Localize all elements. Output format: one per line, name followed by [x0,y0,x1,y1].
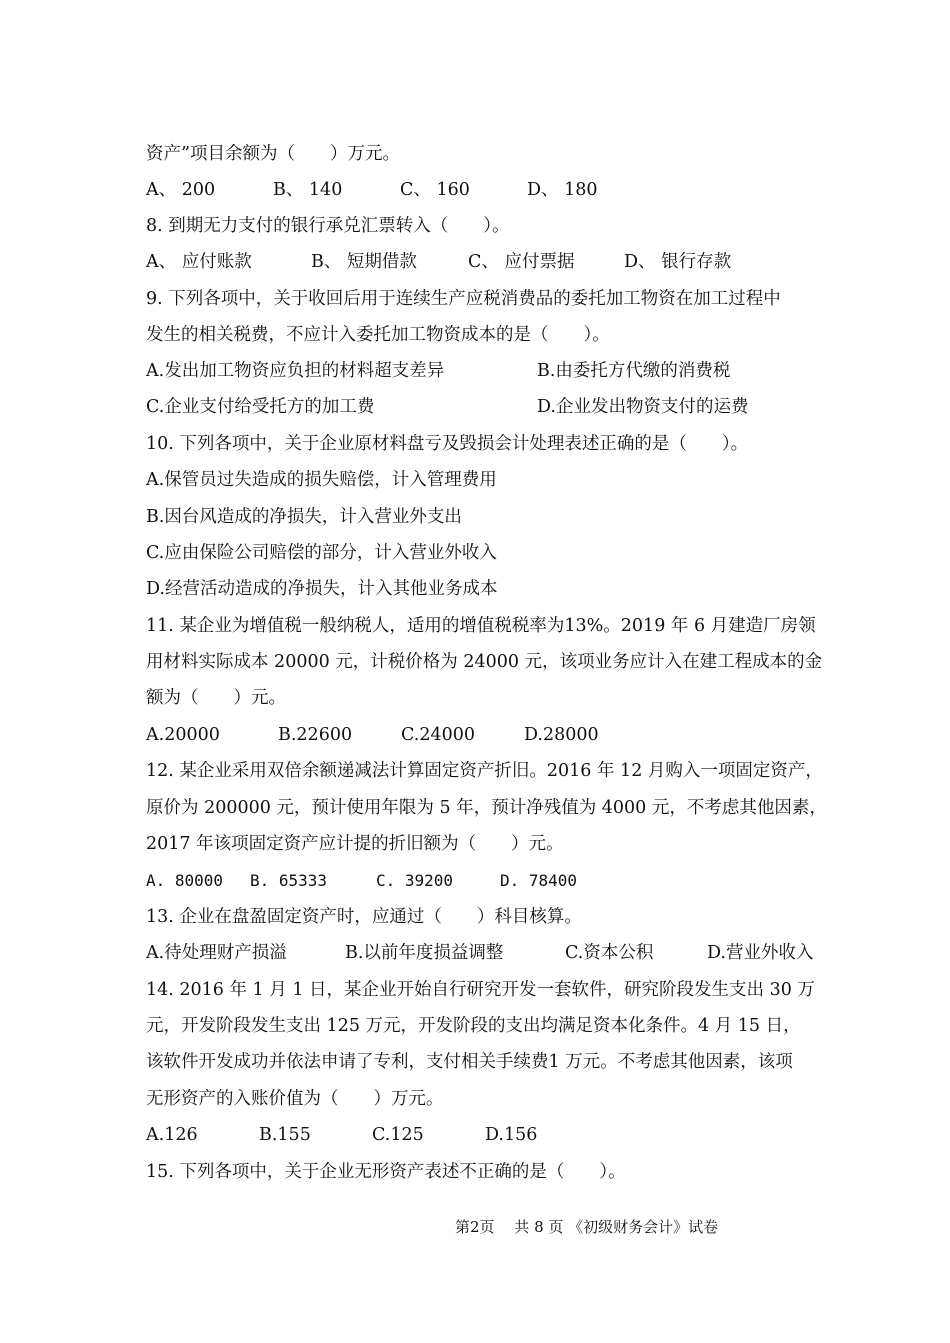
answer-option: C.资本公积 [565,943,654,963]
answer-option: D. 78400 [500,871,578,890]
question-text-line: A.保管员过失造成的损失赔偿，计入管理费用 [146,470,497,490]
answer-option: A. 80000 [146,871,224,890]
page-footer: 第2页 共 8 页 《初级财务会计》试卷 [455,1218,719,1236]
answer-option: B.155 [259,1125,311,1145]
question-text-line: B.因台风造成的净损失，计入营业外支出 [146,507,462,527]
question-text-line: 该软件开发成功并依法申请了专利，支付相关手续费1 万元。不考虑其他因素，该项 [146,1052,793,1072]
question-text-line: 发生的相关税费，不应计入委托加工物资成本的是（ ）。 [146,325,610,345]
answer-option: D、 180 [527,180,598,200]
question-text-line: 无形资产的入账价值为（ ）万元。 [146,1089,444,1109]
question-text-line: 12. 某企业采用双倍余额递减法计算固定资产折旧。2016 年 12 月购入一项固定资产， [146,761,823,781]
answer-option: A、 应付账款 [146,252,252,272]
question-text-line: 资产”项目余额为（ ）万元。 [146,144,400,164]
question-text-line: 用材料实际成本 20000 元，计税价格为 24000 元，该项业务应计入在建工程成本的金 [146,652,823,672]
question-text-line: 15. 下列各项中，关于企业无形资产表述不正确的是（ ）。 [146,1162,626,1182]
question-text-line: 14. 2016 年 1 月 1 日，某企业开始自行研究开发一套软件，研究阶段发生支出 30 万 [146,980,815,1000]
answer-option: C、 160 [400,180,470,200]
question-text-line: C.应由保险公司赔偿的部分，计入营业外收入 [146,543,497,563]
answer-option: D、 银行存款 [624,252,732,272]
answer-option: C.24000 [401,725,475,745]
answer-option: A.发出加工物资应负担的材料超支差异 [146,361,445,381]
answer-option: D.28000 [524,725,599,745]
answer-option: A.126 [146,1125,198,1145]
answer-option: B. 65333 [250,871,328,890]
answer-option: A.20000 [146,725,220,745]
question-text-line: D.经营活动造成的净损失，计入其他业务成本 [146,579,498,599]
answer-option: C、 应付票据 [468,252,575,272]
answer-option: B、 短期借款 [311,252,417,272]
answer-option: A、 200 [146,180,216,200]
answer-option: D.156 [485,1125,538,1145]
answer-option: C.125 [372,1125,424,1145]
answer-option: B.由委托方代缴的消费税 [537,361,731,381]
question-text-line: 额为（ ）元。 [146,688,286,708]
question-text-line: 8. 到期无力支付的银行承兑汇票转入（ ）。 [146,216,510,236]
answer-option: C.企业支付给受托方的加工费 [146,397,375,417]
answer-option: B.以前年度损益调整 [345,943,504,963]
question-text-line: 10. 下列各项中，关于企业原材料盘亏及毁损会计处理表述正确的是（ ）。 [146,434,749,454]
answer-option: B、 140 [273,180,343,200]
question-text-line: 13. 企业在盘盈固定资产时，应通过（ ）科目核算。 [146,907,582,927]
answer-option: D.营业外收入 [707,943,814,963]
question-text-line: 原价为 200000 元，预计使用年限为 5 年，预计净残值为 4000 元，不考虑其他因素， [146,798,827,818]
question-text-line: 11. 某企业为增值税一般纳税人，适用的增值税税率为13%。2019 年 6 月建造厂房领 [146,616,816,636]
question-text-line: 元，开发阶段发生支出 125 万元，开发阶段的支出均满足资本化条件。4 月 15 日， [146,1016,801,1036]
question-text-line: 2017 年该项固定资产应计提的折旧额为（ ）元。 [146,834,564,854]
answer-option: C. 39200 [376,871,454,890]
question-text-line: 9. 下列各项中，关于收回后用于连续生产应税消费品的委托加工物资在加工过程中 [146,289,781,309]
answer-option: B.22600 [278,725,353,745]
answer-option: A.待处理财产损溢 [146,943,287,963]
answer-option: D.企业发出物资支付的运费 [537,397,749,417]
